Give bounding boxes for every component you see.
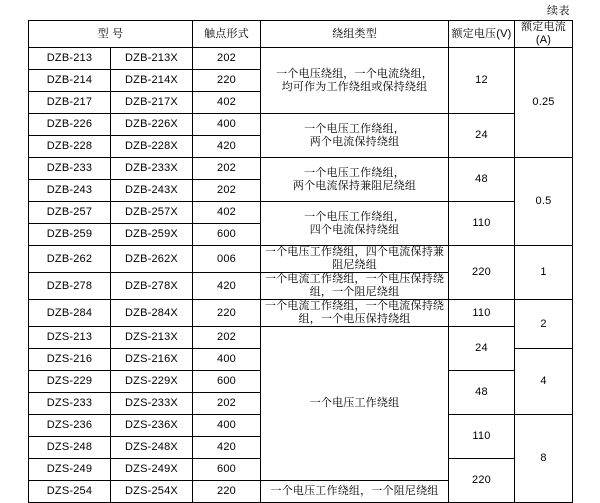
cell-model-a: DZB-214 (29, 70, 111, 92)
winding-line-1: 一个电压工作绕组， (304, 210, 405, 223)
cell-model-a: DZS-254 (29, 481, 111, 503)
cell-contact-form: 202 (193, 158, 261, 180)
cell-model-b: DZB-214X (111, 70, 193, 92)
cell-rated-current: 2 (515, 300, 573, 349)
cell-winding-type (261, 246, 449, 273)
cell-model-a: DZB-284 (29, 300, 111, 327)
header-model: 型 号 (29, 21, 193, 48)
cell-rated-current: 8 (515, 415, 573, 503)
cell-rated-current: 0.5 (515, 158, 573, 246)
table-body (29, 48, 573, 503)
cell-model-a: DZS-236 (29, 415, 111, 437)
header-contact-form: 触点形式 (193, 21, 261, 48)
winding-line-1: 一个电压工作绕组，一个阻尼绕组 (270, 485, 439, 497)
table-header (29, 21, 573, 48)
cell-rated-voltage: 220 (449, 246, 515, 300)
cell-rated-current: 0.25 (515, 48, 573, 158)
winding-line-2: 均可作为工作绕组或保持绕组 (281, 80, 428, 93)
continued-table-label: 续表 (547, 5, 570, 17)
specification-table (28, 20, 573, 503)
winding-line-1: 一个电压工作绕组 (309, 397, 400, 409)
cell-model-a: DZB-226 (29, 114, 111, 136)
cell-model-a: DZB-217 (29, 92, 111, 114)
table-row (29, 300, 573, 327)
cell-contact-form: 220 (193, 300, 261, 327)
cell-model-b: DZS-233X (111, 393, 193, 415)
cell-contact-form: 600 (193, 459, 261, 481)
cell-contact-form: 600 (193, 224, 261, 246)
cell-model-b: DZB-257X (111, 202, 193, 224)
cell-rated-voltage: 110 (449, 415, 515, 459)
cell-contact-form: 202 (193, 48, 261, 70)
cell-model-a: DZS-216 (29, 349, 111, 371)
cell-contact-form: 220 (193, 70, 261, 92)
cell-contact-form: 402 (193, 202, 261, 224)
cell-model-a: DZS-233 (29, 393, 111, 415)
winding-line-2: 四个电流保持绕组 (309, 223, 400, 236)
cell-contact-form: 006 (193, 246, 261, 273)
cell-contact-form: 400 (193, 114, 261, 136)
cell-model-b: DZB-217X (111, 92, 193, 114)
cell-contact-form: 600 (193, 371, 261, 393)
cell-model-b: DZB-262X (111, 246, 193, 273)
cell-rated-voltage: 24 (449, 327, 515, 371)
winding-line-1: 一个电压工作绕组，四个电流保持兼阻尼绕组 (264, 246, 445, 271)
winding-line-1: 一个电压工作绕组， (304, 166, 405, 179)
cell-model-b: DZB-243X (111, 180, 193, 202)
winding-line-1: 一个电压工作绕组， (304, 122, 405, 135)
cell-model-b: DZS-229X (111, 371, 193, 393)
cell-model-a: DZB-278 (29, 273, 111, 300)
cell-contact-form: 402 (193, 92, 261, 114)
cell-winding-type (261, 48, 449, 114)
table-row (29, 114, 573, 136)
cell-winding-type (261, 114, 449, 158)
cell-model-a: DZS-213 (29, 327, 111, 349)
table-row (29, 327, 573, 349)
cell-rated-current: 1 (515, 246, 573, 300)
cell-winding-type (261, 300, 449, 327)
header-winding-type: 绕组类型 (261, 21, 449, 48)
cell-contact-form: 202 (193, 327, 261, 349)
cell-model-b: DZB-259X (111, 224, 193, 246)
winding-line-2: 两个电流保持绕组 (309, 135, 400, 148)
cell-rated-voltage: 48 (449, 158, 515, 202)
cell-model-b: DZB-213X (111, 48, 193, 70)
cell-rated-voltage: 110 (449, 202, 515, 246)
winding-line-2: 两个电流保持兼阻尼绕组 (292, 179, 417, 192)
winding-line-1: 一个电流工作绕组，一个电压保持绕组，一个阻尼绕组 (264, 273, 445, 298)
cell-winding-type (261, 158, 449, 202)
cell-model-a: DZS-249 (29, 459, 111, 481)
cell-model-a: DZS-229 (29, 371, 111, 393)
cell-winding-type (261, 327, 449, 481)
header-row (29, 21, 573, 48)
cell-contact-form: 400 (193, 415, 261, 437)
table-row (29, 202, 573, 224)
cell-contact-form: 420 (193, 136, 261, 158)
cell-model-b: DZB-228X (111, 136, 193, 158)
cell-model-b: DZS-216X (111, 349, 193, 371)
cell-model-a: DZB-259 (29, 224, 111, 246)
cell-rated-voltage: 110 (449, 300, 515, 327)
cell-winding-type (261, 202, 449, 246)
cell-model-b: DZS-236X (111, 415, 193, 437)
cell-model-a: DZS-248 (29, 437, 111, 459)
cell-contact-form: 420 (193, 437, 261, 459)
cell-model-b: DZS-213X (111, 327, 193, 349)
cell-contact-form: 202 (193, 393, 261, 415)
cell-rated-voltage: 24 (449, 114, 515, 158)
cell-model-a: DZB-233 (29, 158, 111, 180)
cell-winding-type (261, 273, 449, 300)
cell-contact-form: 420 (193, 273, 261, 300)
cell-model-b: DZS-254X (111, 481, 193, 503)
table-row (29, 158, 573, 180)
cell-rated-current: 4 (515, 349, 573, 415)
cell-contact-form: 202 (193, 180, 261, 202)
cell-rated-voltage: 12 (449, 48, 515, 114)
cell-model-a: DZB-257 (29, 202, 111, 224)
cell-model-a: DZB-228 (29, 136, 111, 158)
winding-line-1: 一个电压绕组，一个电流绕组， (276, 67, 433, 80)
cell-rated-voltage: 48 (449, 371, 515, 415)
winding-line-1: 一个电流工作绕组，一个电流保持绕组，一个电压保持绕组 (264, 300, 445, 325)
cell-model-b: DZS-248X (111, 437, 193, 459)
cell-contact-form: 220 (193, 481, 261, 503)
header-rated-current: 额定电流(A) (515, 21, 573, 48)
cell-model-a: DZB-243 (29, 180, 111, 202)
table-row (29, 48, 573, 70)
cell-model-a: DZB-213 (29, 48, 111, 70)
cell-model-b: DZB-284X (111, 300, 193, 327)
cell-contact-form: 400 (193, 349, 261, 371)
cell-model-a: DZB-262 (29, 246, 111, 273)
cell-model-b: DZB-233X (111, 158, 193, 180)
cell-model-b: DZB-278X (111, 273, 193, 300)
cell-rated-voltage: 220 (449, 459, 515, 503)
cell-model-b: DZS-249X (111, 459, 193, 481)
cell-winding-type (261, 481, 449, 503)
header-rated-voltage: 额定电压(V) (449, 21, 515, 48)
cell-model-b: DZB-226X (111, 114, 193, 136)
table-row (29, 246, 573, 273)
